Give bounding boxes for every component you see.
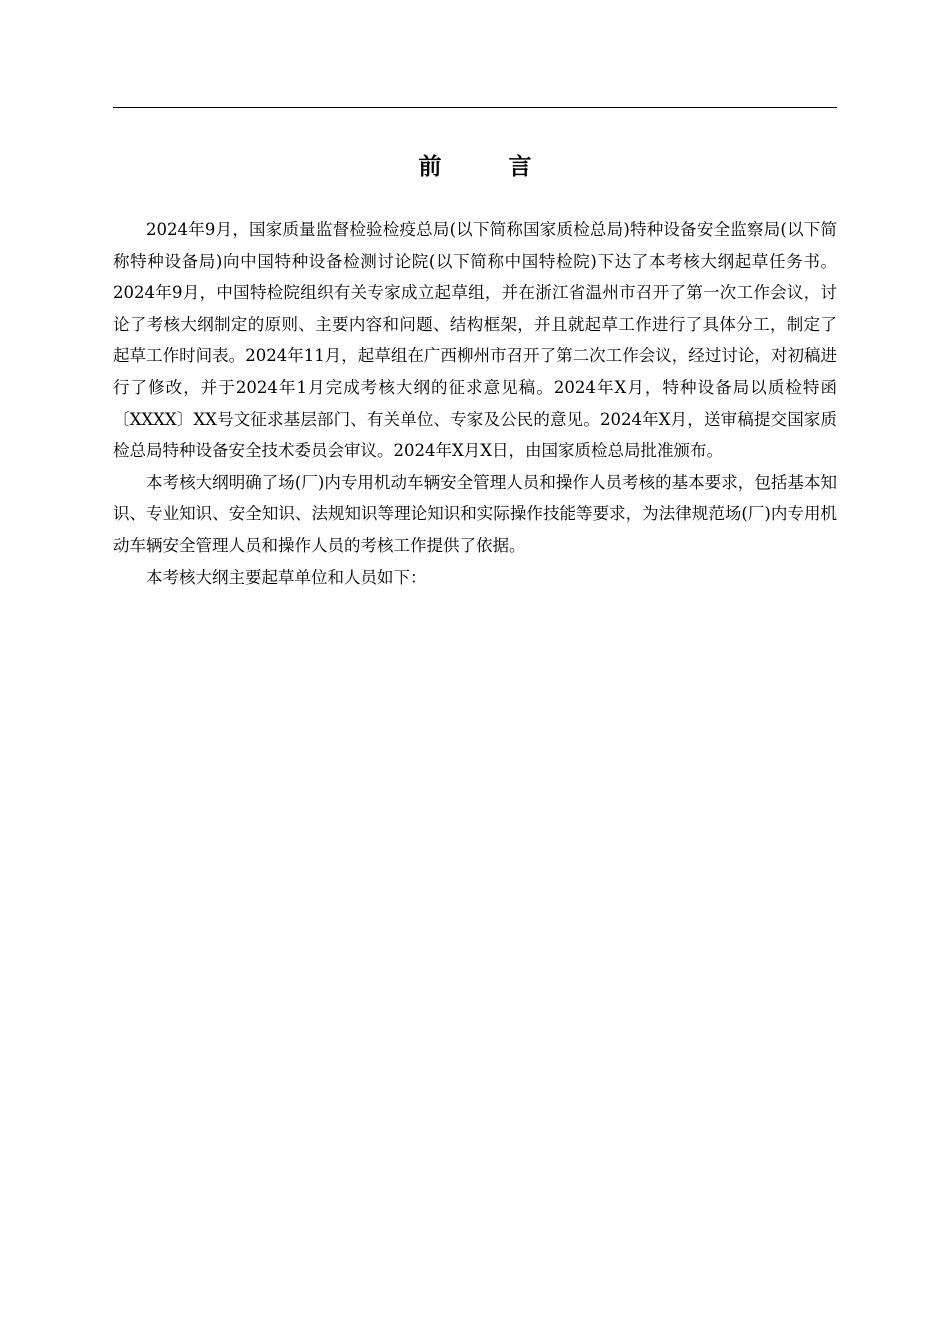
paragraph-drafters-intro: 本考核大纲主要起草单位和人员如下： xyxy=(146,567,427,587)
header-rule xyxy=(113,107,837,108)
page-title: 前 言 xyxy=(418,154,554,180)
body-text xyxy=(113,214,837,593)
paragraph-scope: 本考核大纲明确了场(厂)内专用机动车辆安全管理人员和操作人员考核的基本要求，包括基本知识、专业知识、安全知识、法规知识等理论知识和实际操作技能等要求，为法律规范场(厂)内专用机动车辆安全管理人员和操作人员的考核工作提供了依据。 xyxy=(113,472,837,555)
paragraph-drafting-history: 2024年9月，国家质量监督检验检疫总局(以下简称国家质检总局)特种设备安全监察局(以下简称特种设备局)向中国特种设备检测讨论院(以下简称中国特检院)下达了本考核大纲起草任务书。2024年9月，中国特检院组织有关专家成立起草组，并在浙江省温州市召开了第一次工作会议，讨论了考核大纲制定的原则、主要内容和问题、结构框架，并且就起草工作进行了具体分工，制定了起草工作时间表。2024年11月，起草组在广西柳州市召开了第二次工作会议，经过讨论，对初稿进行了修改，并于2024年1月完成考核大纲的征求意见稿。2024年X月，特种设备局以质检特函〔XXXX〕XX号文征求基层部门、有关单位、专家及公民的意见。2024年X月，送审稿提交国家质检总局特种设备安全技术委员会审议。2024年X月X日，由国家质检总局批准颁布。 xyxy=(113,220,837,461)
